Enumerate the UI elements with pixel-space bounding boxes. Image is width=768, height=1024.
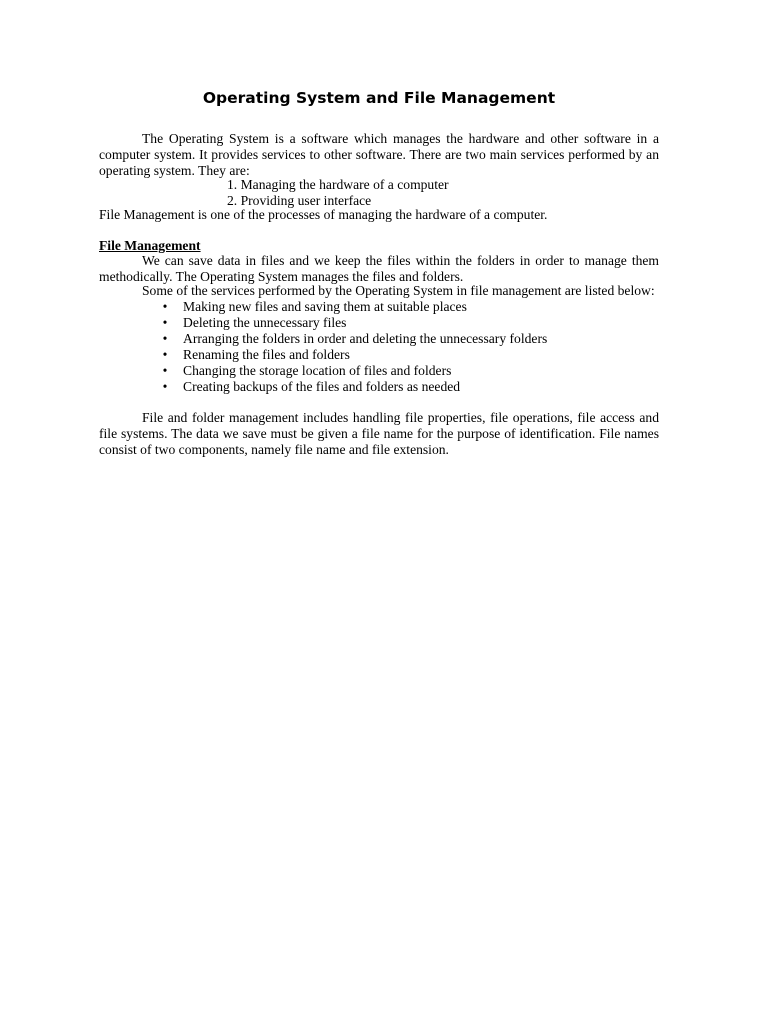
closing-paragraph: File and folder management includes handling file properties, file operations, file access and file systems. The data we save must be given a file name for the purpose of identification. File names consist of two components, namely file name and file extension. bbox=[99, 410, 659, 457]
list-item-text: Changing the storage location of files and folders bbox=[183, 363, 452, 378]
bullet-icon: • bbox=[162, 299, 168, 314]
bullet-icon: • bbox=[162, 379, 168, 394]
numbered-list bbox=[227, 177, 449, 209]
list-item bbox=[160, 299, 547, 315]
section-heading: File Management bbox=[99, 238, 201, 253]
list-item bbox=[160, 347, 547, 363]
bullet-icon: • bbox=[162, 331, 168, 346]
list-item-text: Renaming the files and folders bbox=[183, 347, 350, 362]
list-item-text: Deleting the unnecessary files bbox=[183, 315, 347, 330]
bullet-icon: • bbox=[162, 347, 168, 362]
file-management-sentence: File Management is one of the processes of managing the hardware of a computer. bbox=[99, 207, 548, 222]
list-item bbox=[160, 331, 547, 347]
bullet-icon: • bbox=[162, 315, 168, 330]
list-item-text: Making new files and saving them at suitable places bbox=[183, 299, 467, 314]
numbered-item: 1. Managing the hardware of a computer bbox=[227, 177, 449, 192]
list-item bbox=[160, 379, 547, 395]
document-title: Operating System and File Management bbox=[202, 89, 556, 107]
section-paragraph: We can save data in files and we keep the files within the folders in order to manage them methodically. The Operating System manages the files and folders. bbox=[99, 253, 659, 284]
intro-paragraph: The Operating System is a software which manages the hardware and other software in a computer system. It provides services to other software. There are two main services performed by an operating system. They are: bbox=[99, 131, 659, 178]
list-item bbox=[160, 315, 547, 331]
list-item-text: Creating backups of the files and folders as needed bbox=[183, 379, 461, 394]
list-item-text: Arranging the folders in order and deleting the unnecessary folders bbox=[183, 331, 548, 346]
bullet-icon: • bbox=[162, 363, 168, 378]
numbered-item: 2. Providing user interface bbox=[227, 193, 372, 208]
list-item bbox=[160, 363, 547, 379]
services-intro: Some of the services performed by the Operating System in file management are listed below: bbox=[142, 283, 655, 298]
services-bullet-list bbox=[160, 299, 547, 395]
